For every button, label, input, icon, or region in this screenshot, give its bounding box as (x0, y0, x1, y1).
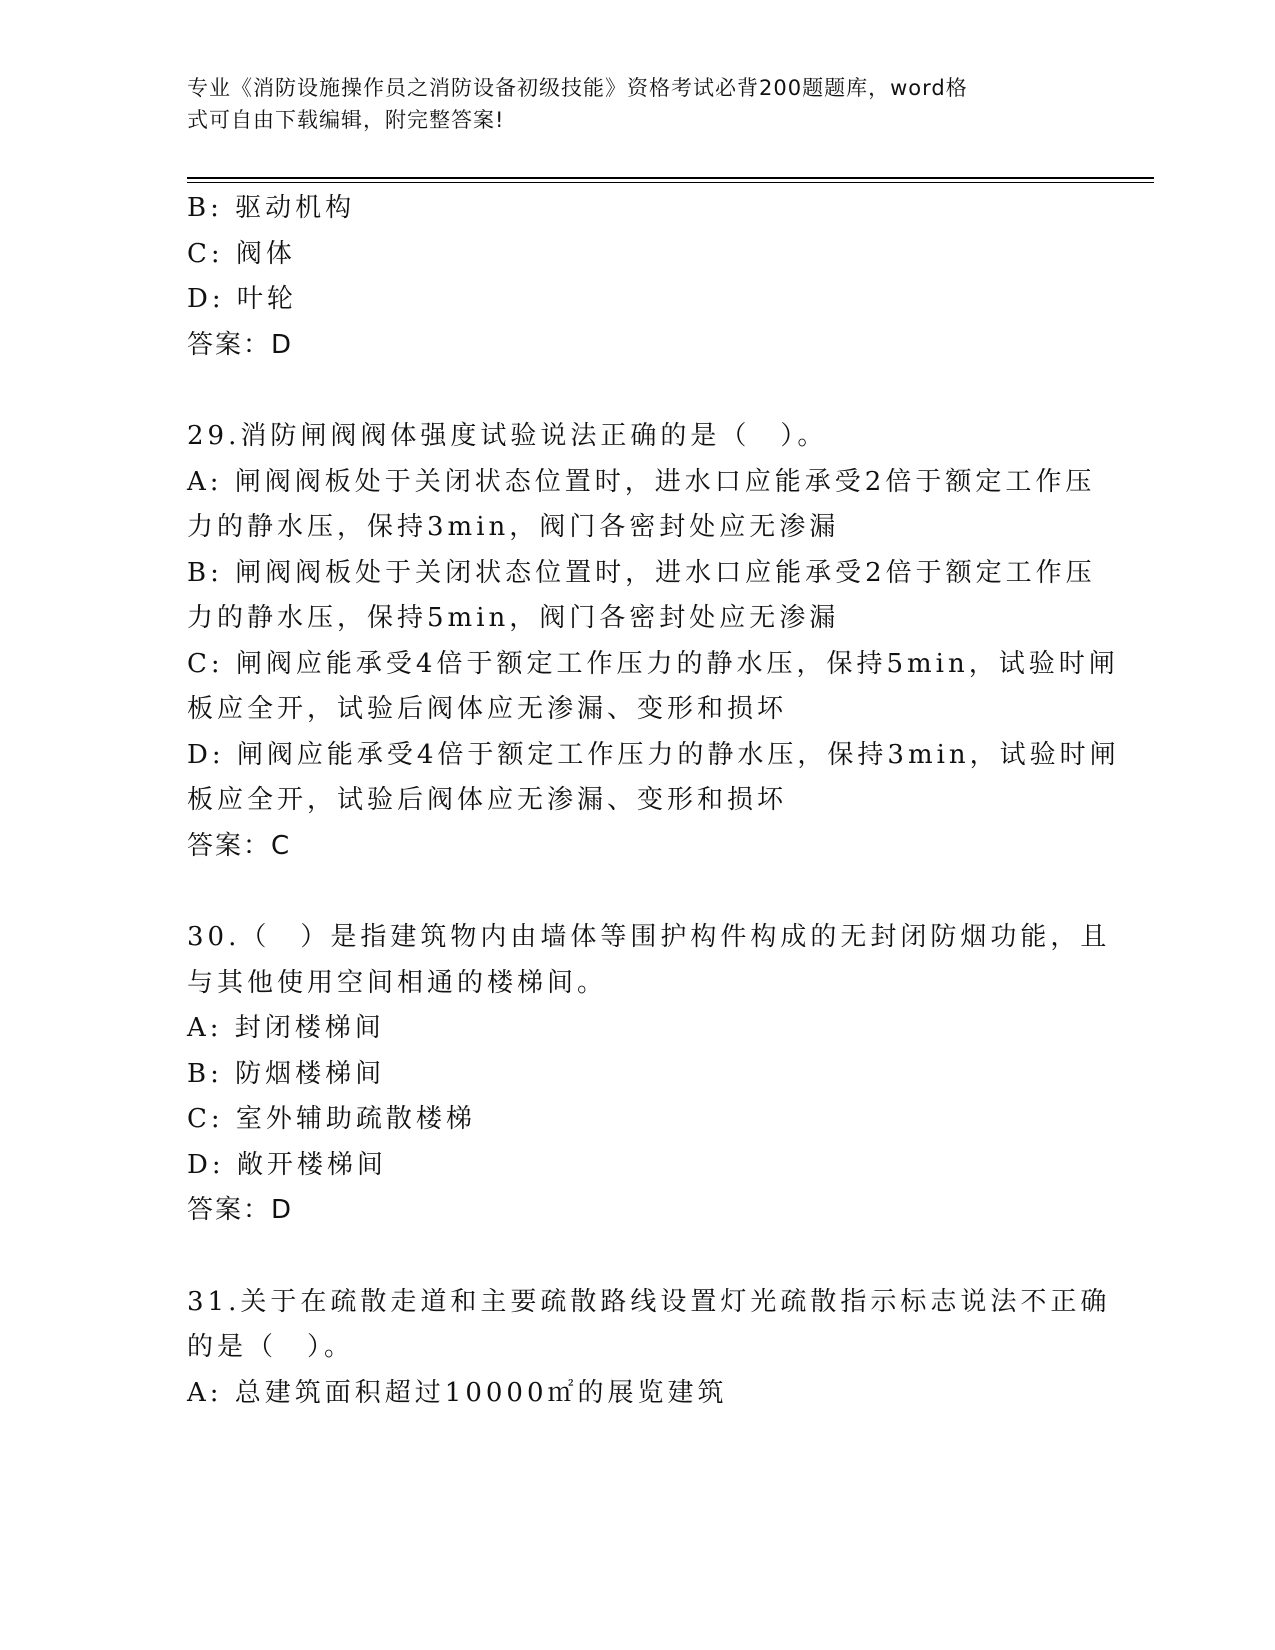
question-spacer (187, 1234, 1087, 1280)
question-stem: 29.消防闸阀阀体强度试验说法正确的是（ ）。 (187, 421, 828, 451)
document-body (187, 186, 1120, 1416)
option-b: B: 防烟楼梯间 (187, 1058, 386, 1089)
header-rule-thin (187, 182, 1154, 183)
header-rule-thick (187, 177, 1154, 179)
option-a-line-2: 力的静水压，保持3min，阀门各密封处应无渗漏 (187, 512, 840, 542)
question-30 (187, 915, 1111, 1234)
document-header (187, 72, 1067, 136)
question-stem-line-1: 30.（ ）是指建筑物内由墙体等围护构件构成的无封闭防烟功能，且 (187, 922, 1111, 952)
option-d-line-1: D: 闸阀应能承受4倍于额定工作压力的静水压，保持3min，试验时闸 (187, 739, 1120, 770)
question-stem-line-2: 与其他使用空间相通的楼梯间。 (187, 967, 608, 998)
option-c: C: 阀体 (187, 238, 296, 269)
option-a: A: 总建筑面积超过10000㎡的展览建筑 (187, 1377, 728, 1408)
header-line-2: 式可自由下载编辑，附完整答案! (187, 108, 505, 132)
question-28-tail (187, 186, 1087, 368)
option-d: D: 叶轮 (187, 284, 297, 314)
option-b: B: 驱动机构 (187, 193, 356, 223)
question-stem-line-2: 的是（ ）。 (187, 1332, 355, 1362)
header-line-1: 专业《消防设施操作员之消防设备初级技能》资格考试必背200题题库，word格 (187, 76, 968, 100)
question-29 (187, 414, 1120, 869)
question-stem-line-1: 31.关于在疏散走道和主要疏散路线设置灯光疏散指示标志说法不正确 (187, 1286, 1111, 1317)
option-b-line-1: B: 闸阀阀板处于关闭状态位置时，进水口应能承受2倍于额定工作压 (187, 557, 1096, 588)
question-spacer (187, 368, 1087, 414)
question-spacer (187, 869, 1087, 915)
option-d: D: 敞开楼梯间 (187, 1149, 387, 1180)
option-c-line-1: C: 闸阀应能承受4倍于额定工作压力的静水压，保持5min，试验时闸 (187, 648, 1119, 679)
answer-line: 答案：D (187, 1195, 294, 1225)
option-c-line-2: 板应全开，试验后阀体应无渗漏、变形和损坏 (187, 694, 788, 724)
question-31 (187, 1280, 1111, 1417)
option-c: C: 室外辅助疏散楼梯 (187, 1104, 476, 1134)
option-a: A: 封闭楼梯间 (187, 1013, 385, 1043)
answer-line: 答案：C (187, 830, 292, 861)
option-a-line-1: A: 闸阀阀板处于关闭状态位置时，进水口应能承受2倍于额定工作压 (187, 466, 1096, 497)
option-b-line-2: 力的静水压，保持5min，阀门各密封处应无渗漏 (187, 603, 840, 633)
answer-line: 答案：D (187, 329, 294, 360)
option-d-line-2: 板应全开，试验后阀体应无渗漏、变形和损坏 (187, 785, 788, 815)
